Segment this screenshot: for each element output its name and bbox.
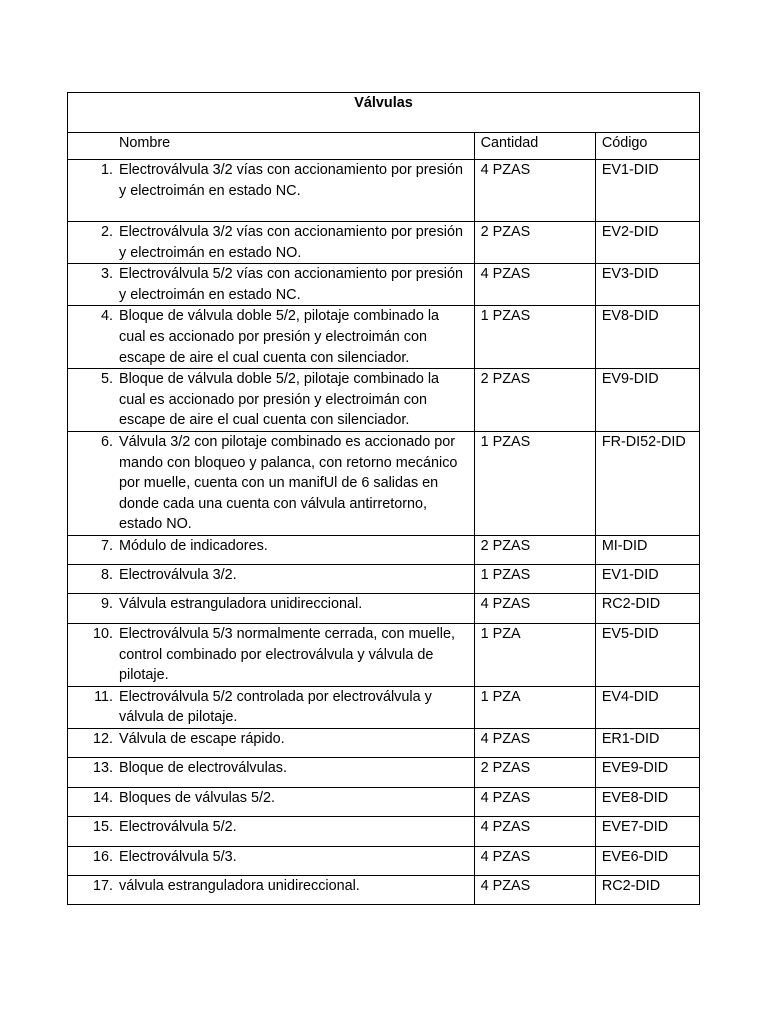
item-code: EV1-DID [595,564,699,593]
table-title-row [68,93,700,133]
item-name: Válvula 3/2 con pilotaje combinado es accionado por mando con bloqueo y palanca, con retorno mecánico por muelle, cuenta con un manifUl de 6 salidas en donde cada una cuenta con válvula antirretorno, estado NO. [119,433,458,533]
item-name: válvula estranguladora unidireccional. [119,877,360,894]
item-name-cell [68,816,475,846]
item-code: EV8-DID [595,306,699,369]
item-quantity: 2 PZAS [474,757,595,787]
item-code: EV9-DID [595,369,699,432]
item-name: Electroválvula 3/2 vías con accionamiento por presión y electroimán en estado NO. [119,224,463,261]
item-name-cell [68,431,475,535]
table-row [68,369,700,432]
item-number: 16. [92,848,113,865]
header-name-label: Nombre [119,135,171,151]
item-quantity: 1 PZA [474,686,595,728]
item-name: Válvula estranguladora unidireccional. [119,595,363,612]
item-code: EV3-DID [595,264,699,306]
item-number: 6. [100,433,113,450]
item-code: EVE6-DID [595,846,699,875]
item-code: RC2-DID [595,593,699,623]
item-code: EV4-DID [595,686,699,728]
item-name: Bloque de válvula doble 5/2, pilotaje combinado la cual es accionado por presión y electroimán con escape de aire el cual cuenta con silenciador. [119,371,440,429]
item-code: EVE8-DID [595,787,699,816]
item-number: 9. [100,595,113,612]
item-quantity: 1 PZAS [474,564,595,593]
header-code: Código [595,133,699,160]
item-quantity: 4 PZAS [474,264,595,306]
table-header-row [68,133,700,160]
item-number: 1. [100,162,113,178]
table-row [68,264,700,306]
item-number: 3. [100,266,113,283]
table-row [68,787,700,816]
item-quantity: 2 PZAS [474,222,595,264]
item-name-cell [68,564,475,593]
item-code: MI-DID [595,535,699,564]
item-code: EV1-DID [595,160,699,222]
table-row [68,306,700,369]
item-name: Electroválvula 3/2. [119,566,237,583]
item-code: EVE9-DID [595,757,699,787]
item-name-cell [68,593,475,623]
item-number: 4. [100,308,113,325]
item-number: 7. [100,537,113,554]
header-quantity: Cantidad [474,133,595,160]
item-name: Módulo de indicadores. [119,537,268,554]
table-row [68,623,700,686]
item-quantity: 2 PZAS [474,369,595,432]
item-name: Electroválvula 5/3. [119,848,237,865]
table-row [68,686,700,728]
item-quantity: 4 PZAS [474,787,595,816]
item-quantity: 4 PZAS [474,160,595,222]
item-name-cell [68,264,475,306]
item-quantity: 1 PZA [474,623,595,686]
table-row [68,535,700,564]
table-title: Válvulas [68,93,700,133]
table-row [68,564,700,593]
item-quantity: 4 PZAS [474,846,595,875]
item-number: 15. [92,818,113,835]
item-number: 12. [92,730,113,747]
item-name: Electroválvula 5/2 vías con accionamiento por presión y electroimán en estado NC. [119,266,463,303]
item-name-cell [68,686,475,728]
item-name-cell [68,535,475,564]
item-code: EV2-DID [595,222,699,264]
item-name-cell [68,222,475,264]
table-row [68,816,700,846]
item-number: 2. [100,224,113,240]
item-quantity: 4 PZAS [474,875,595,904]
valves-table [67,92,700,905]
table-row [68,875,700,904]
item-name-cell [68,875,475,904]
item-name-cell [68,728,475,757]
table-row [68,846,700,875]
item-number: 5. [100,371,113,388]
item-number: 8. [100,566,113,583]
item-code: EV5-DID [595,623,699,686]
item-name: Bloque de electroválvulas. [119,759,287,776]
item-name-cell [68,623,475,686]
item-number: 10. [92,625,113,642]
item-quantity: 2 PZAS [474,535,595,564]
item-number: 13. [92,759,113,776]
item-code: EVE7-DID [595,816,699,846]
item-name: Electroválvula 5/3 normalmente cerrada, con muelle, control combinado por electroválvula y válvula de pilotaje. [119,625,455,684]
item-number: 17. [92,877,113,894]
item-quantity: 4 PZAS [474,593,595,623]
item-quantity: 1 PZAS [474,306,595,369]
item-name: Electroválvula 5/2 controlada por electroválvula y válvula de pilotaje. [119,688,432,726]
item-number: 14. [92,789,113,806]
item-number: 11. [94,688,113,705]
item-quantity: 4 PZAS [474,816,595,846]
item-name-cell [68,160,475,222]
item-name: Bloque de válvula doble 5/2, pilotaje combinado la cual es accionado por presión y electroimán con escape de aire el cual cuenta con silenciador. [119,308,440,366]
item-name-cell [68,846,475,875]
table-row [68,222,700,264]
table-row [68,160,700,222]
item-name-cell [68,306,475,369]
header-name [68,133,475,160]
item-name-cell [68,757,475,787]
item-name: Electroválvula 3/2 vías con accionamiento por presión y electroimán en estado NC. [119,162,463,199]
table-row [68,431,700,535]
item-code: RC2-DID [595,875,699,904]
item-name: Bloques de válvulas 5/2. [119,789,275,806]
item-name-cell [68,787,475,816]
table-row [68,728,700,757]
item-code: FR-DI52-DID [595,431,699,535]
table-row [68,593,700,623]
item-quantity: 4 PZAS [474,728,595,757]
item-name-cell [68,369,475,432]
item-name: Electroválvula 5/2. [119,818,237,835]
item-name: Válvula de escape rápido. [119,730,285,747]
item-quantity: 1 PZAS [474,431,595,535]
item-code: ER1-DID [595,728,699,757]
table-row [68,757,700,787]
